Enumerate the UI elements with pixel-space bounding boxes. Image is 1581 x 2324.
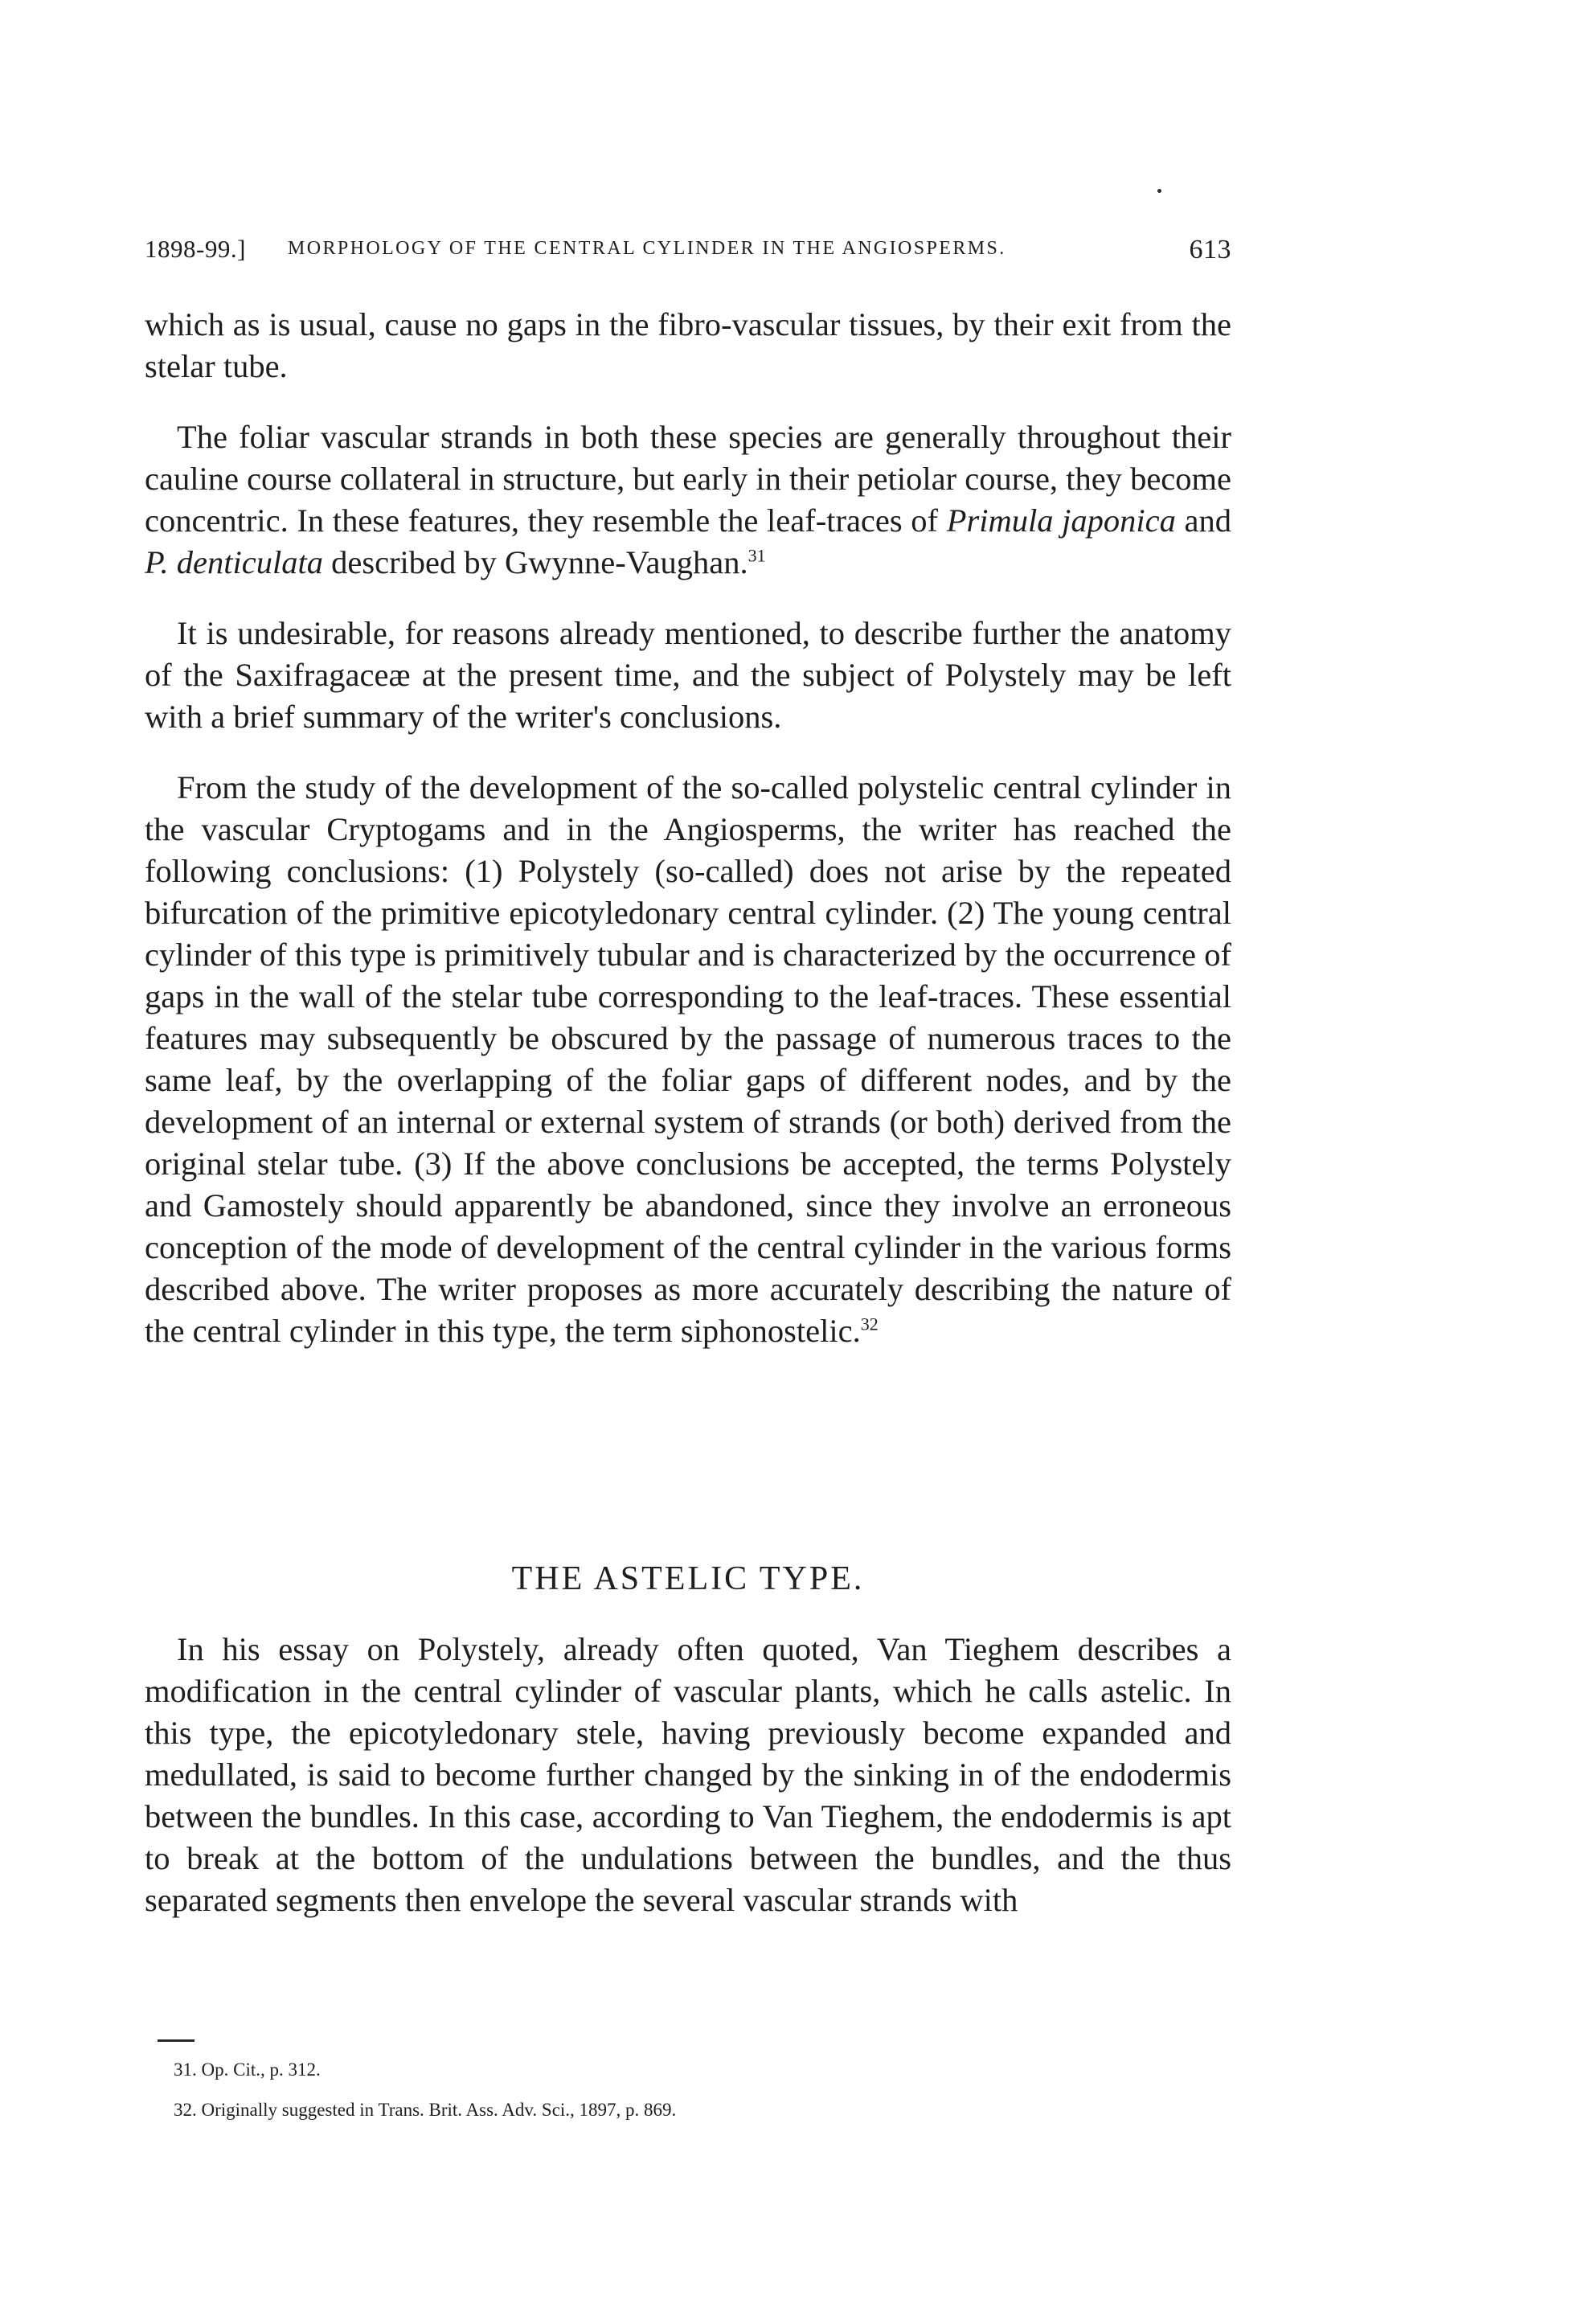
footnote-ref: 31 — [747, 545, 766, 566]
footnote: 31. Op. Cit., p. 312. — [174, 2060, 321, 2080]
paragraph-foliar-strands — [145, 416, 1231, 584]
paragraph-text: described by Gwynne-Vaughan. — [322, 544, 748, 580]
page-number: 613 — [1189, 235, 1231, 264]
section-body — [145, 1629, 1231, 1921]
footnote-ref: 32 — [860, 1314, 879, 1334]
section-heading: THE ASTELIC TYPE. — [511, 1560, 865, 1597]
paragraph-text: The foliar vascular strands in both these species are generally throughout their cauline course collateral in structure, but early in their petiolar course, they become concentric. In these features, they resemble the leaf-traces of — [145, 419, 1231, 539]
running-head-title: MORPHOLOGY OF THE CENTRAL CYLINDER IN THE ANGIOSPERMS. — [288, 238, 1006, 259]
paragraph-conclusions — [145, 767, 1231, 1352]
paragraph-text: From the study of the development of the so-called polystelic central cylinder in the vascular Cryptogams and in the Angiosperms, the writer has reached the following conclusions: (1) Polystely (so-called) does not arise by the repeated bifurcation of the primitive epicotyledonary central cylinder. (2) The young central cylinder of this type is primitively tubular and is characterized by the occurrence of gaps in the wall of the stelar tube corresponding to the leaf-traces. These essential features may subsequently be obscured by the passage of numerous traces to the same leaf, by the overlapping of the foliar gaps of different nodes, and by the development of an internal or external system of strands (or both) derived from the original stelar tube. (3) If the above conclusions be accepted, the terms Polystely and Gamostely should apparently be abandoned, since they involve an erroneous conception of the mode of development of the central cylinder in the various forms described above. The writer proposes as more accurately describing the nature of the central cylinder in this type, the term siphonostelic. — [145, 769, 1231, 1349]
footnote-rule — [158, 2039, 195, 2042]
species-name: P. denticulata — [145, 544, 323, 580]
running-head — [145, 232, 1231, 272]
paragraph-astelic: In his essay on Polystely, already often quoted, Van Tieghem describes a modification in the central cylinder of vascular plants, which he calls astelic. In this type, the epicotyledonary stele, having previously become expanded and medullated, is said to become further changed by the sinking in of the endodermis between the bundles. In this case, according to Van Tieghem, the endodermis is apt to break at the bottom of the undulations between the bundles, and the thus separated segments then envelope the several vascular strands with — [145, 1631, 1231, 1918]
footnote: 32. Originally suggested in Trans. Brit. Ass. Adv. Sci., 1897, p. 869. — [174, 2100, 677, 2120]
species-name: Primula japonica — [946, 502, 1176, 539]
body-text — [145, 304, 1231, 1352]
print-speck — [1157, 189, 1161, 193]
paragraph-text: and — [1175, 502, 1231, 539]
paragraph-continuation: which as is usual, cause no gaps in the fibro-vascular tissues, by their exit from the stelar tube. — [145, 306, 1231, 384]
footnotes — [174, 2058, 1235, 2138]
running-head-year: 1898-99.] — [145, 235, 246, 263]
paragraph-saxifragaceae: It is undesirable, for reasons already mentioned, to describe further the anatomy of the Saxifragaceæ at the present time, and the subject of Polystely may be left with a brief summary of the writer's conclusions. — [145, 615, 1231, 735]
